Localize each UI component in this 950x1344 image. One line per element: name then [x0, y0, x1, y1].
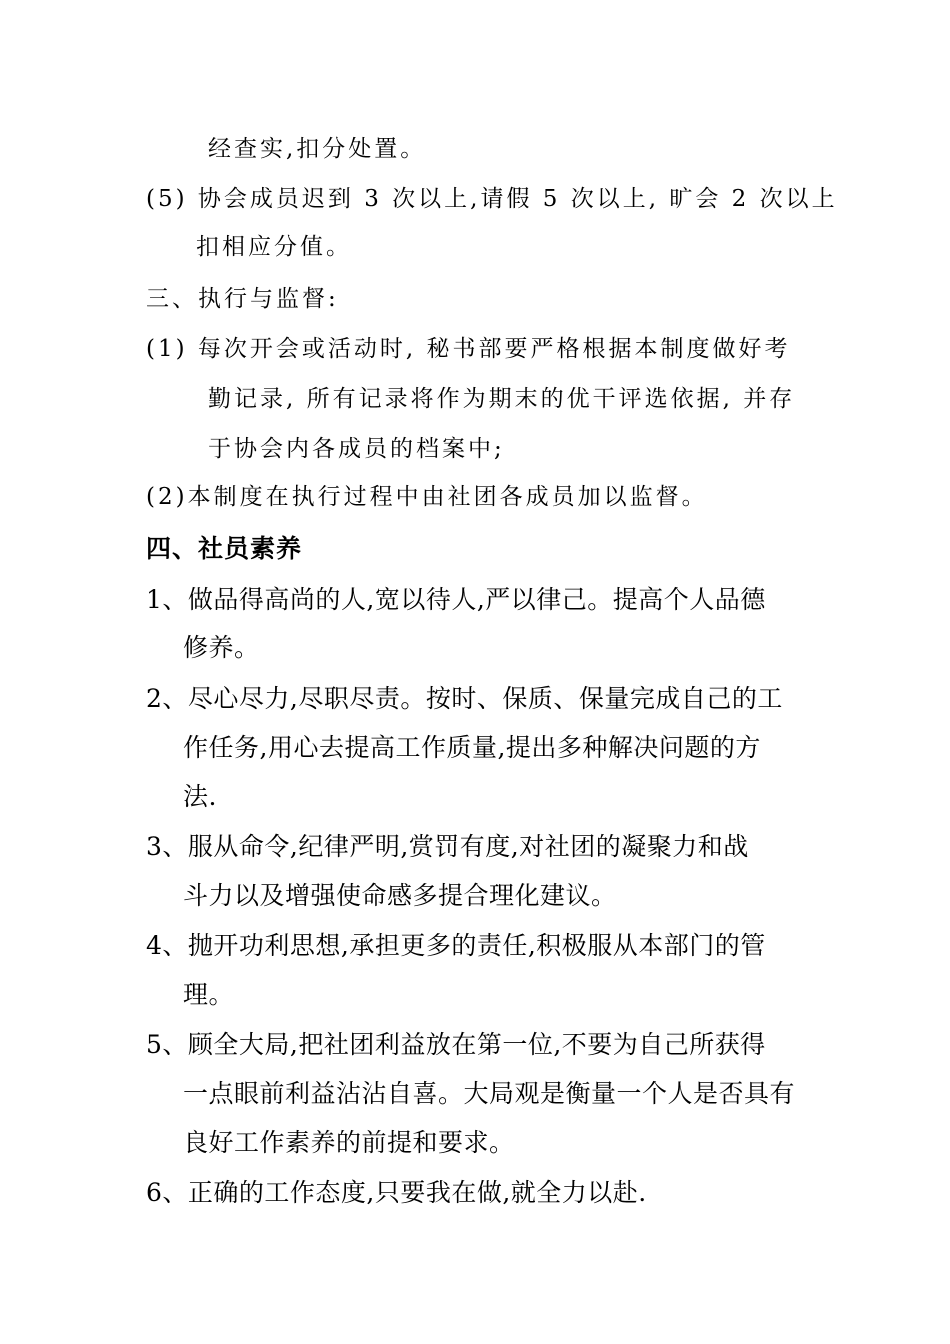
- section3-item1-line1: (1) 每次开会或活动时, 秘书部要严格根据本制度做好考: [146, 336, 791, 362]
- section4-item1-line1: 1、做品得高尚的人,宽以待人,严以律己。提高个人品德: [146, 585, 766, 614]
- section3-item1-line2: 勤记录, 所有记录将作为期末的优干评选依据, 并存: [208, 386, 796, 412]
- section3-item2-line1: (2)本制度在执行过程中由社团各成员加以监督。: [146, 484, 708, 510]
- section4-item2-line3: 法.: [183, 782, 217, 811]
- section4-item5-line3: 良好工作素养的前提和要求。: [183, 1128, 515, 1157]
- section4-item5-line1: 5、顾全大局,把社团利益放在第一位,不要为自己所获得: [146, 1030, 766, 1059]
- section4-item4-line1: 4、抛开功利思想,承担更多的责任,积极服从本部门的管: [146, 931, 766, 960]
- section3-heading: 三、执行与监督:: [146, 286, 339, 312]
- section4-item3-line1: 3、服从命令,纪律严明,赏罚有度,对社团的凝聚力和战: [146, 832, 749, 861]
- section3-item1-line3: 于协会内各成员的档案中;: [208, 436, 505, 462]
- section4-item4-line2: 理。: [183, 980, 235, 1009]
- section4-item1-line2: 修养。: [183, 633, 260, 662]
- section2-item4-continuation: 经查实,扣分处置。: [208, 136, 427, 162]
- section4-heading: 四、社员素养: [146, 534, 303, 563]
- section2-item5-line2: 扣相应分值。: [196, 234, 352, 260]
- section4-item2-line2: 作任务,用心去提高工作质量,提出多种解决问题的方: [183, 733, 761, 762]
- section4-item5-line2: 一点眼前利益沾沾自喜。大局观是衡量一个人是否具有: [183, 1079, 796, 1108]
- section4-item2-line1: 2、尽心尽力,尽职尽责。按时、保质、保量完成自己的工: [146, 684, 783, 713]
- section4-item6-line1: 6、正确的工作态度,只要我在做,就全力以赴.: [146, 1178, 647, 1207]
- section2-item5-line1: (5) 协会成员迟到 3 次以上,请假 5 次以上, 旷会 2 次以上: [146, 186, 838, 212]
- section4-item3-line2: 斗力以及增强使命感多提合理化建议。: [183, 881, 617, 910]
